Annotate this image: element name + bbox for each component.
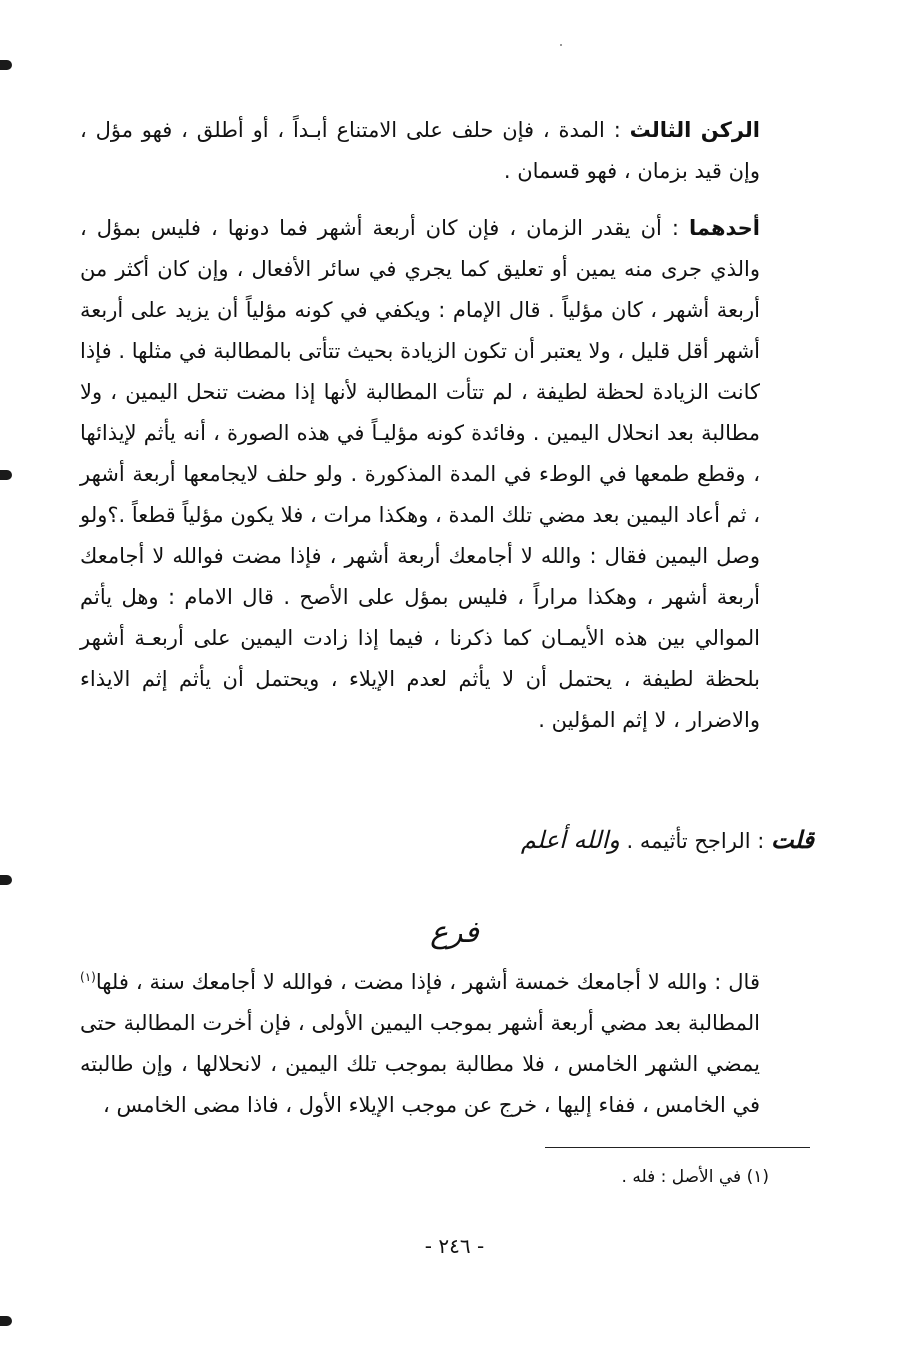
paragraph-lead-term: أحدهما xyxy=(689,216,760,240)
scan-edge-mark xyxy=(0,1316,12,1326)
closing-phrase: والله أعلم xyxy=(520,826,620,854)
scan-edge-mark xyxy=(0,470,12,480)
qultu-label: قلت xyxy=(771,826,814,854)
author-note-line xyxy=(521,818,814,863)
paragraph-text: : أن يقدر الزمان ، فإن كان أربعة أشهر فما دونها ، فليس بمؤل ، والذي جرى منه يمين أو تعليق كما يجري في سائر الأفعال ، وإن كان أكثر من أربعة أشهر ، كان مؤلياً . قال الإمام : ويكفي في كونه مؤلياً أن يزيد على أربعة أشهر أقل قليل ، ولا يعتبر أن تكون الزيادة بحيث تتأتى بالمطالبة في مثلها . فإذا كانت الزيادة لحظة لطيفة ، لم تتأت المطالبة لأنها إذا مضت تنحل اليمين ، ولا مطالبة بعد انحلال اليمين . وفائدة كونه مؤليـاً في هذه الصورة ، أنه يأثم لإيذائها ، وقطع طمعها في الوطء في المدة المذكورة . ولو حلف لايجامعها أربعة أشهر ، ثم أعاد اليمين بعد مضي تلك المدة ، وهكذا مرات ، فلا يكون مؤلياً قطعاً .؟ولو وصل اليمين فقال : والله لا أجامعك أربعة أشهر ، فإذا مضت فوالله لا أجامعك أربعة أشهر ، وهكذا مراراً ، فليس بمؤل على الأصح . قال الامام : وهل يأثم الموالي بين هذه الأيمـان كما ذكرنا ، فيما إذا زادت اليمين على أربعـة أشهر بلحظة لطيفة ، يحتمل أن لا يأثم لعدم الإيلاء ، ويحتمل أن يأثم إثم الايذاء والاضرار ، لا إثم المؤلين . xyxy=(80,216,760,732)
section-heading: فرع xyxy=(430,915,479,950)
qultu-text: : الراجح تأثيمه . xyxy=(626,829,765,853)
paragraph-branch xyxy=(80,962,760,1126)
paragraph-first-section xyxy=(80,208,760,741)
footnote-divider xyxy=(545,1147,810,1148)
page-number: - ٢٤٦ - xyxy=(424,1234,485,1258)
footnote-reference: (١) xyxy=(80,970,96,984)
paragraph-text: قال : والله لا أجامعك خمسة أشهر ، فإذا مضت ، فوالله لا أجامعك سنة ، فلها xyxy=(95,970,760,994)
paragraph-text: : المدة ، فإن حلف على الامتناع أبـداً ، أو أطلق ، فهو مؤل ، وإن قيد بزمان ، فهو قسمان . xyxy=(80,118,760,183)
paragraph-text: المطالبة بعد مضي أربعة أشهر بموجب اليمين الأولى ، فإن أخرت المطالبة حتى يمضي الشهر الخامس ، فلا مطالبة بموجب تلك اليمين ، لانحلالها ، وإن طالبته في الخامس ، ففاء إليها ، خرج عن موجب الإيلاء الأول ، فاذا مضى الخامس ، xyxy=(80,1011,760,1117)
footnote: (١) في الأصل : فله . xyxy=(621,1167,769,1187)
scan-speck xyxy=(560,44,562,46)
scan-edge-mark xyxy=(0,60,12,70)
paragraph-lead-term: الركن الثالث xyxy=(629,118,760,142)
scan-edge-mark xyxy=(0,875,12,885)
paragraph-third-pillar xyxy=(80,110,760,192)
